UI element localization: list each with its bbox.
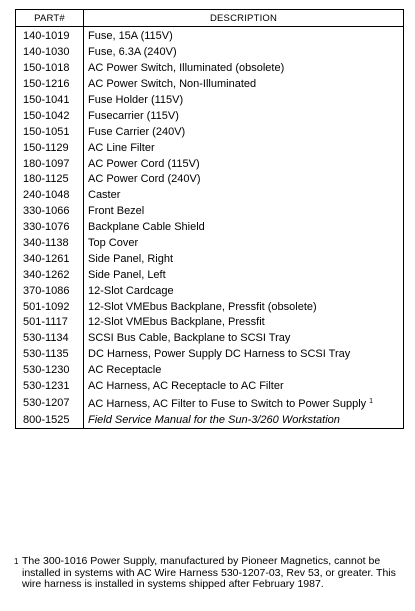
table-row	[16, 236, 404, 252]
description-cell	[84, 283, 404, 299]
description-text: Fuse, 15A (115V)	[88, 30, 173, 43]
part-number-cell: 150-1018	[16, 61, 84, 77]
table-row	[16, 299, 404, 315]
description-cell	[84, 236, 404, 252]
description-text: AC Harness, AC Filter to Fuse to Switch to Power Supply	[88, 398, 367, 411]
description-cell	[84, 315, 404, 331]
part-number-cell: 340-1261	[16, 251, 84, 267]
description-text: AC Receptacle	[88, 364, 162, 377]
part-number-cell: 150-1042	[16, 108, 84, 124]
description-cell	[84, 267, 404, 283]
part-number-cell: 530-1231	[16, 379, 84, 395]
description-text: DC Harness, Power Supply DC Harness to SCSI Tray	[88, 348, 351, 361]
table-row	[16, 140, 404, 156]
part-number-cell: 501-1092	[16, 299, 84, 315]
description-text: AC Power Cord (115V)	[88, 157, 200, 170]
description-text: Fuse Carrier (240V)	[88, 125, 186, 138]
description-cell	[84, 379, 404, 395]
description-text: Backplane Cable Shield	[88, 221, 205, 234]
description-cell	[84, 61, 404, 77]
description-cell	[84, 156, 404, 172]
part-number-cell: 330-1076	[16, 220, 84, 236]
part-number-cell: 180-1097	[16, 156, 84, 172]
table-row	[16, 347, 404, 363]
part-number-cell: 150-1216	[16, 77, 84, 93]
description-text: AC Power Switch, Non-Illuminated	[88, 78, 257, 91]
description-cell	[84, 394, 404, 412]
part-number-cell: 340-1138	[16, 236, 84, 252]
table-row	[16, 188, 404, 204]
description-cell	[84, 27, 404, 45]
description-text: Fuse Holder (115V)	[88, 94, 184, 106]
part-number-cell: 140-1030	[16, 45, 84, 61]
part-number-cell: 150-1129	[16, 140, 84, 156]
part-number-cell: 180-1125	[16, 172, 84, 188]
description-cell	[84, 140, 404, 156]
description-cell	[84, 331, 404, 347]
table-row	[16, 124, 404, 140]
description-text: Caster	[88, 189, 121, 202]
description-text: Field Service Manual for the Sun-3/260 Workstation	[88, 413, 340, 426]
table-row	[16, 220, 404, 236]
description-text: AC Harness, AC Receptacle to AC Filter	[88, 380, 284, 393]
table-row	[16, 108, 404, 124]
table-row	[16, 172, 404, 188]
description-cell	[84, 77, 404, 93]
table-row	[16, 204, 404, 220]
description-text: 12-Slot VMEbus Backplane, Pressfit (obsolete)	[88, 300, 317, 313]
part-number-cell: 340-1262	[16, 267, 84, 283]
description-cell	[84, 188, 404, 204]
description-cell	[84, 347, 404, 363]
description-cell	[84, 93, 404, 109]
part-number-cell: 530-1134	[16, 331, 84, 347]
table-row	[16, 379, 404, 395]
part-number-cell: 330-1066	[16, 204, 84, 220]
part-number-cell: 530-1135	[16, 347, 84, 363]
description-cell	[84, 363, 404, 379]
part-number-cell: 530-1230	[16, 363, 84, 379]
table-row	[16, 156, 404, 172]
description-text: AC Power Switch, Illuminated (obsolete)	[88, 62, 285, 75]
table-row	[16, 315, 404, 331]
description-cell	[84, 412, 404, 428]
table-body	[16, 27, 404, 429]
description-cell	[84, 251, 404, 267]
part-number-cell: 150-1041	[16, 93, 84, 109]
part-number-cell: 501-1117	[16, 315, 84, 331]
description-text: AC Line Filter	[88, 141, 155, 154]
description-text: AC Power Cord (240V)	[88, 173, 201, 186]
table-row	[16, 93, 404, 109]
table-row	[16, 77, 404, 93]
table-row	[16, 283, 404, 299]
description-text: Fusecarrier (115V)	[88, 109, 179, 122]
part-number-cell: 240-1048	[16, 188, 84, 204]
description-cell	[84, 299, 404, 315]
table-row	[16, 251, 404, 267]
description-text: SCSI Bus Cable, Backplane to SCSI Tray	[88, 332, 291, 345]
table-row	[16, 267, 404, 283]
description-text: 12-Slot Cardcage	[88, 284, 174, 297]
footnote-text: The 300-1016 Power Supply, manufactured by Pioneer Magnetics, cannot be installed in systems with AC Wire Harness 530-1207-03, Rev 53, or greater. This wire harness is installed in systems shipped after February 1987.	[22, 555, 396, 590]
description-text: Fuse, 6.3A (240V)	[88, 46, 177, 59]
description-text: Top Cover	[88, 237, 139, 250]
description-text: Side Panel, Right	[88, 252, 173, 265]
table-header-row	[16, 10, 404, 27]
header-description: DESCRIPTION	[84, 10, 404, 27]
parts-table	[15, 9, 404, 429]
description-cell	[84, 124, 404, 140]
description-text: Front Bezel	[88, 205, 145, 218]
table-row	[16, 394, 404, 412]
table-row	[16, 45, 404, 61]
table-row	[16, 412, 404, 428]
part-number-cell: 800-1525	[16, 412, 84, 428]
footnote-number: 1	[14, 557, 19, 566]
description-cell	[84, 204, 404, 220]
description-cell	[84, 220, 404, 236]
part-number-cell: 370-1086	[16, 283, 84, 299]
part-number-cell: 150-1051	[16, 124, 84, 140]
table-row	[16, 331, 404, 347]
description-text: Side Panel, Left	[88, 268, 166, 281]
description-cell	[84, 45, 404, 61]
header-part-number: PART#	[16, 10, 84, 27]
description-cell	[84, 108, 404, 124]
table-row	[16, 61, 404, 77]
footnote-marker: 1	[369, 398, 374, 406]
footnote	[14, 556, 409, 591]
table-row	[16, 363, 404, 379]
part-number-cell: 530-1207	[16, 394, 84, 412]
table-row	[16, 27, 404, 45]
description-cell	[84, 172, 404, 188]
description-text: 12-Slot VMEbus Backplane, Pressfit	[88, 316, 265, 329]
part-number-cell: 140-1019	[16, 27, 84, 45]
